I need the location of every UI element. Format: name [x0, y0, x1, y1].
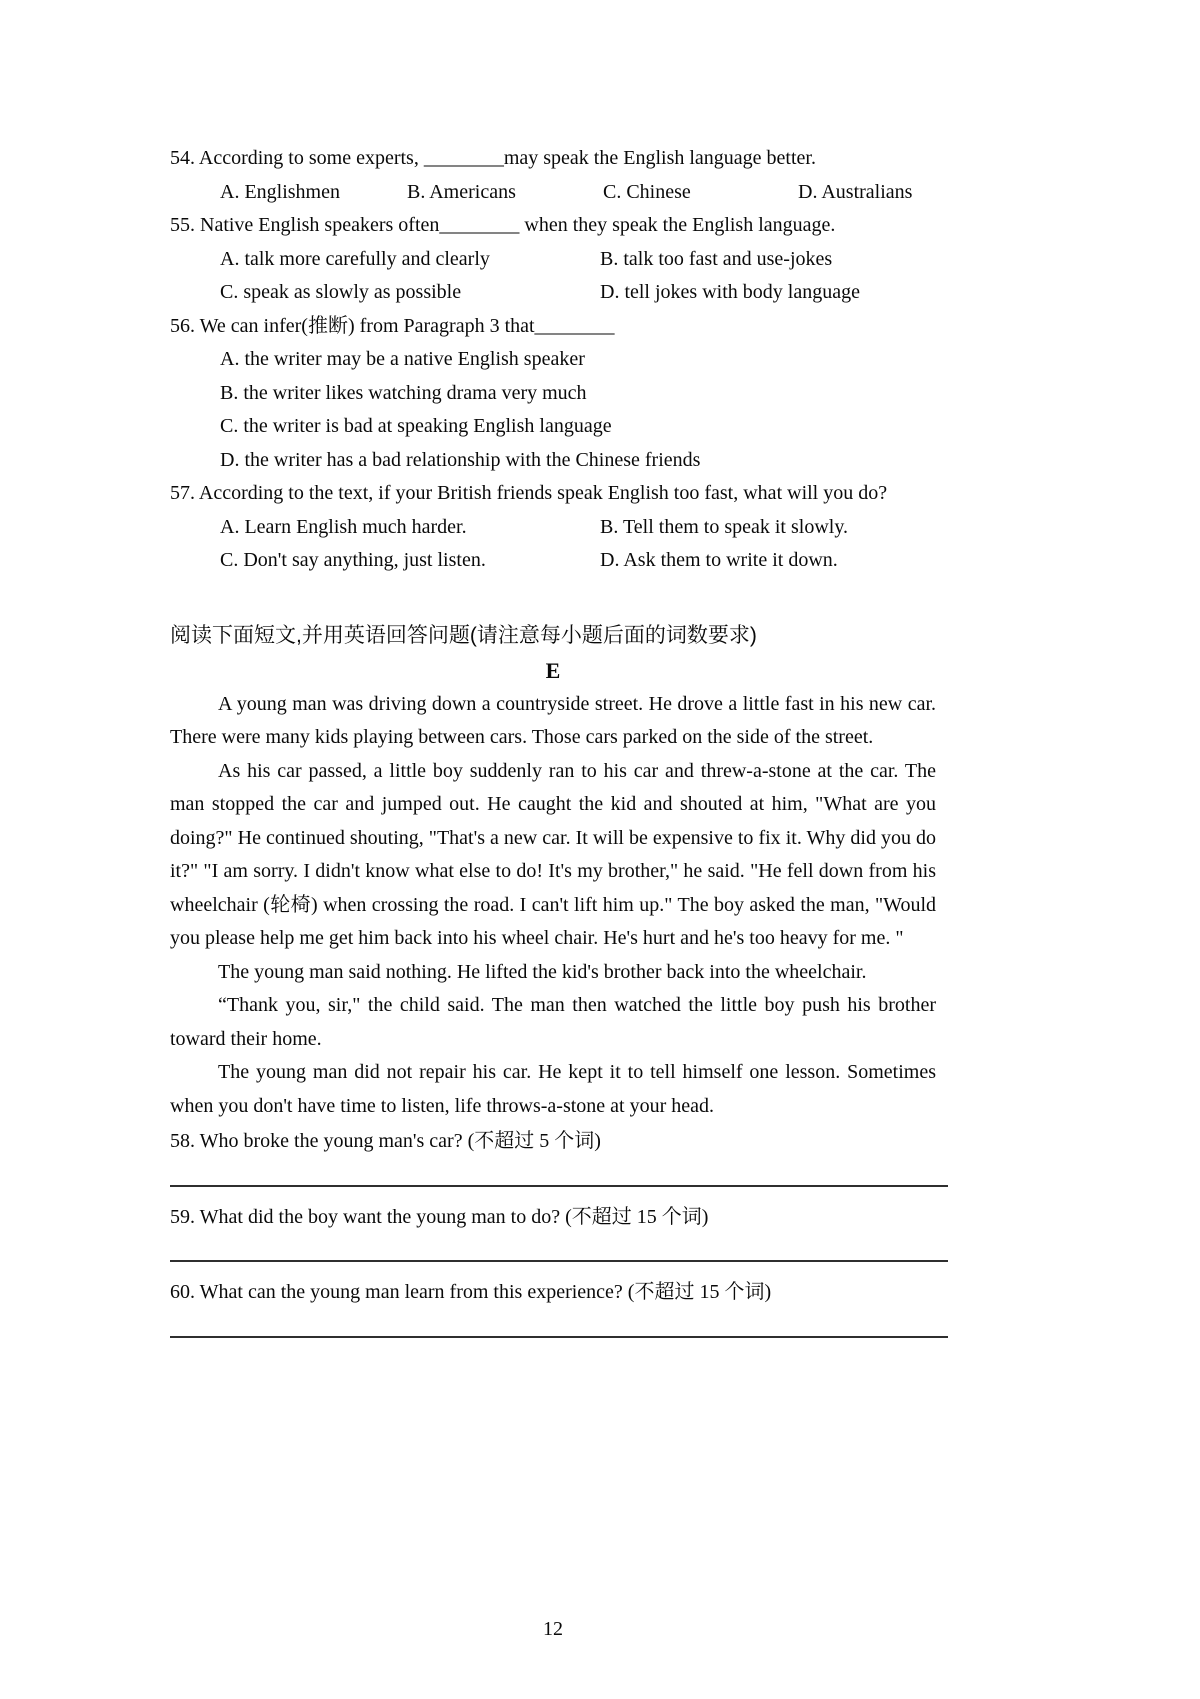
option-54-d: D. Australians — [798, 180, 913, 203]
question-55-options-row2 — [170, 276, 936, 310]
question-55-options-row1 — [170, 243, 936, 277]
question-54: 54. According to some experts, ________may speak the English language better. — [170, 147, 816, 169]
option-54-c: C. Chinese — [603, 180, 691, 203]
question-56: 56. We can infer(推断) from Paragraph 3 that________ — [170, 314, 615, 337]
option-55-d: D. tell jokes with body language — [600, 281, 860, 303]
option-56-b: B. the writer likes watching drama very much — [220, 381, 587, 404]
answer-line-60 — [170, 1336, 948, 1338]
option-56-a: A. the writer may be a native English speaker — [220, 348, 585, 370]
option-56-d: D. the writer has a bad relationship with the Chinese friends — [220, 448, 701, 471]
passage-paragraph-4: “Thank you, sir," the child said. The man then watched the little boy push his brother toward their home. — [170, 994, 936, 1050]
question-57: 57. According to the text, if your British friends speak English too fast, what will you do? — [170, 482, 888, 504]
option-56-c: C. the writer is bad at speaking English language — [220, 415, 612, 437]
question-59: 59. What did the boy want the young man to do? (不超过 15 个词) — [170, 1205, 709, 1228]
passage-label: E — [545, 657, 561, 683]
passage-paragraph-1: A young man was driving down a countryside street. He drove a little fast in his new car. There were many kids playing between cars. Those cars parked on the side of the street. — [170, 692, 936, 748]
option-57-c: C. Don't say anything, just listen. — [220, 549, 486, 571]
option-54-a: A. Englishmen — [220, 180, 340, 203]
question-57-options-row1 — [170, 511, 936, 545]
option-57-b: B. Tell them to speak it slowly. — [600, 515, 849, 538]
page-content — [170, 142, 936, 1338]
section-instruction: 阅读下面短文,并用英语回答问题(请注意每小题后面的词数要求) — [170, 623, 757, 647]
option-54-b: B. Americans — [407, 180, 516, 203]
option-57-a: A. Learn English much harder. — [220, 515, 467, 538]
question-57-options-row2 — [170, 544, 936, 578]
question-54-options — [170, 176, 936, 210]
question-58: 58. Who broke the young man's car? (不超过 5 个词) — [170, 1130, 601, 1152]
passage-paragraph-2: As his car passed, a little boy suddenly ran to his car and threw-a-stone at the car. The man stopped the car and jumped out. He caught the kid and shouted at him, "What are you doing?" He continued shouting, "That's a new car. It will be expensive to fix it. Why did you do it?" "I am sorry. I didn't know what else to do! It's my brother," he said. "He fell down from his wheelchair (轮椅) when crossing the road. I can't lift him up." The boy asked the man, "Would you please help me get him back into his wheel chair. He's hurt and he's too heavy for me. " — [170, 759, 936, 949]
option-55-a: A. talk more carefully and clearly — [220, 247, 490, 270]
option-55-c: C. speak as slowly as possible — [220, 281, 462, 303]
answer-line-58 — [170, 1185, 948, 1187]
answer-line-59 — [170, 1260, 948, 1262]
passage-paragraph-3: The young man said nothing. He lifted the kid's brother back into the wheelchair. — [218, 960, 867, 983]
option-55-b: B. talk too fast and use-jokes — [600, 247, 833, 270]
passage-paragraph-5: The young man did not repair his car. He kept it to tell himself one lesson. Sometimes when you don't have time to listen, life throws-a-stone at your head. — [170, 1061, 936, 1117]
question-60: 60. What can the young man learn from this experience? (不超过 15 个词) — [170, 1281, 772, 1303]
option-57-d: D. Ask them to write it down. — [600, 549, 838, 571]
page-number: 12 — [543, 1618, 563, 1640]
question-55: 55. Native English speakers often________ when they speak the English language. — [170, 214, 836, 236]
